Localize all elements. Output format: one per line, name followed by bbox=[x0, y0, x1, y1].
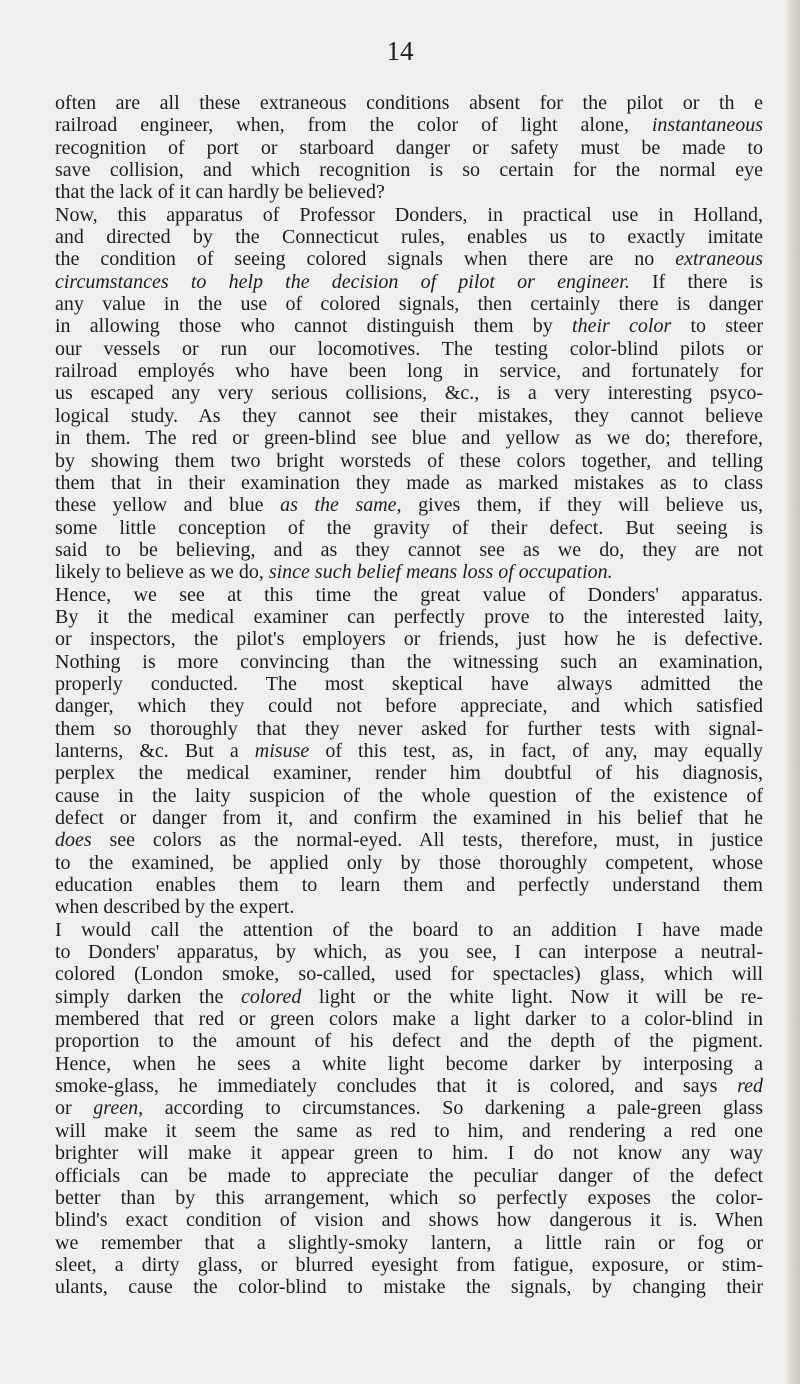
italic-text: misuse bbox=[254, 739, 310, 762]
italic-text: as the same bbox=[280, 494, 397, 517]
text-segment: likely to believe as we do, bbox=[55, 561, 269, 584]
italic-text: circumstances to help the decision of pilot or engineer. bbox=[55, 270, 630, 293]
text-line bbox=[55, 450, 763, 472]
italic-text: colored bbox=[240, 985, 302, 1008]
text-segment: ulants, cause the color-blind to mistake the signals, by changing their bbox=[55, 1276, 763, 1299]
text-segment: them that in their examination they made as marked mistakes as to class bbox=[55, 471, 763, 494]
text-line bbox=[55, 517, 763, 539]
text-line bbox=[55, 1075, 763, 1097]
text-segment: our vessels or run our locomotives. The testing color-blind pilots or bbox=[55, 337, 763, 360]
italic-text: does bbox=[55, 829, 92, 852]
text-line bbox=[55, 1187, 763, 1209]
text-segment: perplex the medical examiner, render him doubtful of his diagnosis, bbox=[55, 762, 763, 785]
page-edge bbox=[786, 0, 800, 1384]
text-segment: , gives them, if they will believe us, bbox=[396, 494, 763, 517]
text-line bbox=[55, 941, 763, 963]
text-segment: logical study. As they cannot see their mistakes, they cannot believe bbox=[55, 404, 763, 427]
italic-text: instantaneous bbox=[651, 114, 763, 137]
text-line bbox=[55, 896, 763, 918]
text-line bbox=[55, 1120, 763, 1142]
text-segment: danger, which they could not before appreciate, and which satisfied bbox=[55, 695, 763, 718]
text-segment: and directed by the Connecticut rules, enables us to exactly imitate bbox=[55, 226, 763, 249]
text-line bbox=[55, 293, 763, 315]
text-line bbox=[55, 472, 763, 494]
italic-text: extraneous bbox=[675, 248, 763, 271]
text-segment: lanterns, &c. But a bbox=[55, 739, 255, 762]
text-segment: membered that red or green colors make a light darker to a color-blind in bbox=[55, 1008, 763, 1031]
text-segment: to Donders' apparatus, by which, as you see, I can interpose a neutral- bbox=[55, 941, 763, 964]
text-segment: see colors as the normal-eyed. All tests, therefore, must, in justice bbox=[91, 829, 763, 852]
text-line bbox=[55, 561, 763, 583]
text-segment: , according to circumstances. So darkening a pale-green glass bbox=[138, 1097, 763, 1120]
text-segment: when described by the expert. bbox=[55, 896, 295, 919]
italic-text: since such belief means loss of occupation. bbox=[268, 561, 613, 584]
text-line bbox=[55, 114, 763, 136]
text-segment: any value in the use of colored signals, then certainly there is danger bbox=[55, 293, 763, 316]
text-line bbox=[55, 673, 763, 695]
text-segment: or inspectors, the pilot's employers or friends, just how he is defective. bbox=[55, 628, 763, 651]
text-segment: better than by this arrangement, which so perfectly exposes the color- bbox=[55, 1186, 763, 1209]
text-segment: some little conception of the gravity of their defect. But seeing is bbox=[55, 516, 763, 539]
text-line bbox=[55, 1165, 763, 1187]
text-line bbox=[55, 226, 763, 248]
text-segment: education enables them to learn them and perfectly understand them bbox=[55, 874, 763, 897]
text-segment: Hence, we see at this time the great value of Donders' apparatus. bbox=[55, 583, 763, 606]
text-line bbox=[55, 181, 763, 203]
text-segment: defect or danger from it, and confirm the examined in his belief that he bbox=[55, 807, 763, 829]
text-segment: us escaped any very serious collisions, &c., is a very interesting psyco- bbox=[55, 382, 763, 405]
text-segment: brighter will make it appear green to him. I do not know any way bbox=[55, 1142, 763, 1165]
text-segment: to steer bbox=[671, 315, 763, 338]
italic-text: their color bbox=[572, 315, 672, 338]
text-segment: the condition of seeing colored signals when there are no bbox=[55, 248, 676, 271]
text-line bbox=[55, 628, 763, 650]
text-line bbox=[55, 338, 763, 360]
text-line bbox=[55, 494, 763, 516]
text-line bbox=[55, 137, 763, 159]
text-segment: light or the white light. Now it will be re- bbox=[301, 985, 763, 1008]
text-segment: will make it seem the same as red to him, and rendering a red one bbox=[55, 1119, 763, 1142]
text-segment: sleet, a dirty glass, or blurred eyesight from fatigue, exposure, or stim- bbox=[55, 1253, 763, 1276]
text-segment: in them. The red or green-blind see blue and yellow as we do; therefore, bbox=[55, 427, 763, 450]
text-line bbox=[55, 1254, 763, 1276]
text-line bbox=[55, 807, 763, 829]
text-segment: proportion to the amount of his defect and the depth of the pigment. bbox=[55, 1030, 763, 1053]
text-line bbox=[55, 1097, 763, 1119]
text-segment: Hence, when he sees a white light become darker by interposing a bbox=[55, 1052, 763, 1075]
text-line bbox=[55, 695, 763, 717]
text-segment: save collision, and which recognition is so certain for the normal eye bbox=[55, 159, 763, 182]
text-segment: said to be believing, and as they cannot see as we do, they are not bbox=[55, 538, 763, 561]
text-segment: blind's exact condition of vision and shows how dangerous it is. When bbox=[55, 1209, 763, 1232]
text-line bbox=[55, 539, 763, 561]
text-line bbox=[55, 986, 763, 1008]
text-line bbox=[55, 829, 763, 851]
text-segment: I would call the attention of the board to an addition I have made bbox=[55, 918, 763, 941]
text-segment: railroad engineer, when, from the color of light alone, bbox=[55, 114, 652, 137]
text-line bbox=[55, 382, 763, 404]
text-line bbox=[55, 718, 763, 740]
text-line bbox=[55, 360, 763, 382]
text-segment: them so thoroughly that they never asked for further tests with signal- bbox=[55, 717, 763, 740]
text-segment: simply darken the bbox=[55, 985, 241, 1008]
text-line bbox=[55, 1142, 763, 1164]
text-line bbox=[55, 785, 763, 807]
text-segment: Nothing is more convincing than the witnessing such an examination, bbox=[55, 650, 763, 673]
text-segment: we remember that a slightly-smoky lantern, a little rain or fog or bbox=[55, 1231, 763, 1254]
text-line bbox=[55, 1030, 763, 1052]
text-line bbox=[55, 852, 763, 874]
text-segment: properly conducted. The most skeptical have always admitted the bbox=[55, 672, 763, 695]
text-segment: recognition of port or starboard danger or safety must be made to bbox=[55, 136, 763, 159]
text-line bbox=[55, 405, 763, 427]
text-line bbox=[55, 762, 763, 784]
text-line bbox=[55, 1232, 763, 1254]
text-segment: of this test, as, in fact, of any, may equally bbox=[309, 739, 763, 762]
text-line bbox=[55, 1209, 763, 1231]
text-line bbox=[55, 92, 763, 114]
text-line bbox=[55, 606, 763, 628]
text-line bbox=[55, 204, 763, 226]
text-line bbox=[55, 315, 763, 337]
text-segment: If there is bbox=[629, 270, 763, 293]
text-segment: to the examined, be applied only by those thoroughly competent, whose bbox=[55, 851, 763, 874]
text-line bbox=[55, 271, 763, 293]
text-line bbox=[55, 584, 763, 606]
text-segment: in allowing those who cannot distinguish them by bbox=[55, 315, 573, 338]
text-line bbox=[55, 1008, 763, 1030]
text-line bbox=[55, 248, 763, 270]
text-segment: cause in the laity suspicion of the whole question of the existence of bbox=[55, 784, 763, 807]
text-line bbox=[55, 963, 763, 985]
text-segment: that the lack of it can hardly be believed? bbox=[55, 181, 385, 204]
italic-text: red bbox=[737, 1075, 763, 1098]
text-segment: by showing them two bright worsteds of these colors together, and telling bbox=[55, 449, 763, 472]
text-line bbox=[55, 874, 763, 896]
text-segment: officials can be made to appreciate the peculiar danger of the defect bbox=[55, 1164, 763, 1187]
text-segment: or bbox=[55, 1097, 94, 1120]
body-text bbox=[55, 92, 763, 1299]
text-line bbox=[55, 1053, 763, 1075]
text-segment: often are all these extraneous conditions absent for the pilot or th e bbox=[55, 92, 763, 114]
text-segment: Now, this apparatus of Professor Donders, in practical use in Holland, bbox=[55, 203, 763, 226]
text-line bbox=[55, 651, 763, 673]
text-segment: these yellow and blue bbox=[55, 494, 281, 517]
text-segment: colored (London smoke, so-called, used for spectacles) glass, which will bbox=[55, 963, 763, 986]
text-segment: By it the medical examiner can perfectly prove to the interested laity, bbox=[55, 605, 763, 628]
text-line bbox=[55, 159, 763, 181]
text-segment: smoke-glass, he immediately concludes that it is colored, and says bbox=[55, 1075, 738, 1098]
text-line bbox=[55, 919, 763, 941]
text-segment: railroad employés who have been long in service, and fortunately for bbox=[55, 360, 763, 383]
page-number: 14 bbox=[386, 36, 414, 66]
text-line bbox=[55, 740, 763, 762]
text-line bbox=[55, 1276, 763, 1298]
italic-text: green bbox=[93, 1097, 139, 1120]
text-line bbox=[55, 427, 763, 449]
